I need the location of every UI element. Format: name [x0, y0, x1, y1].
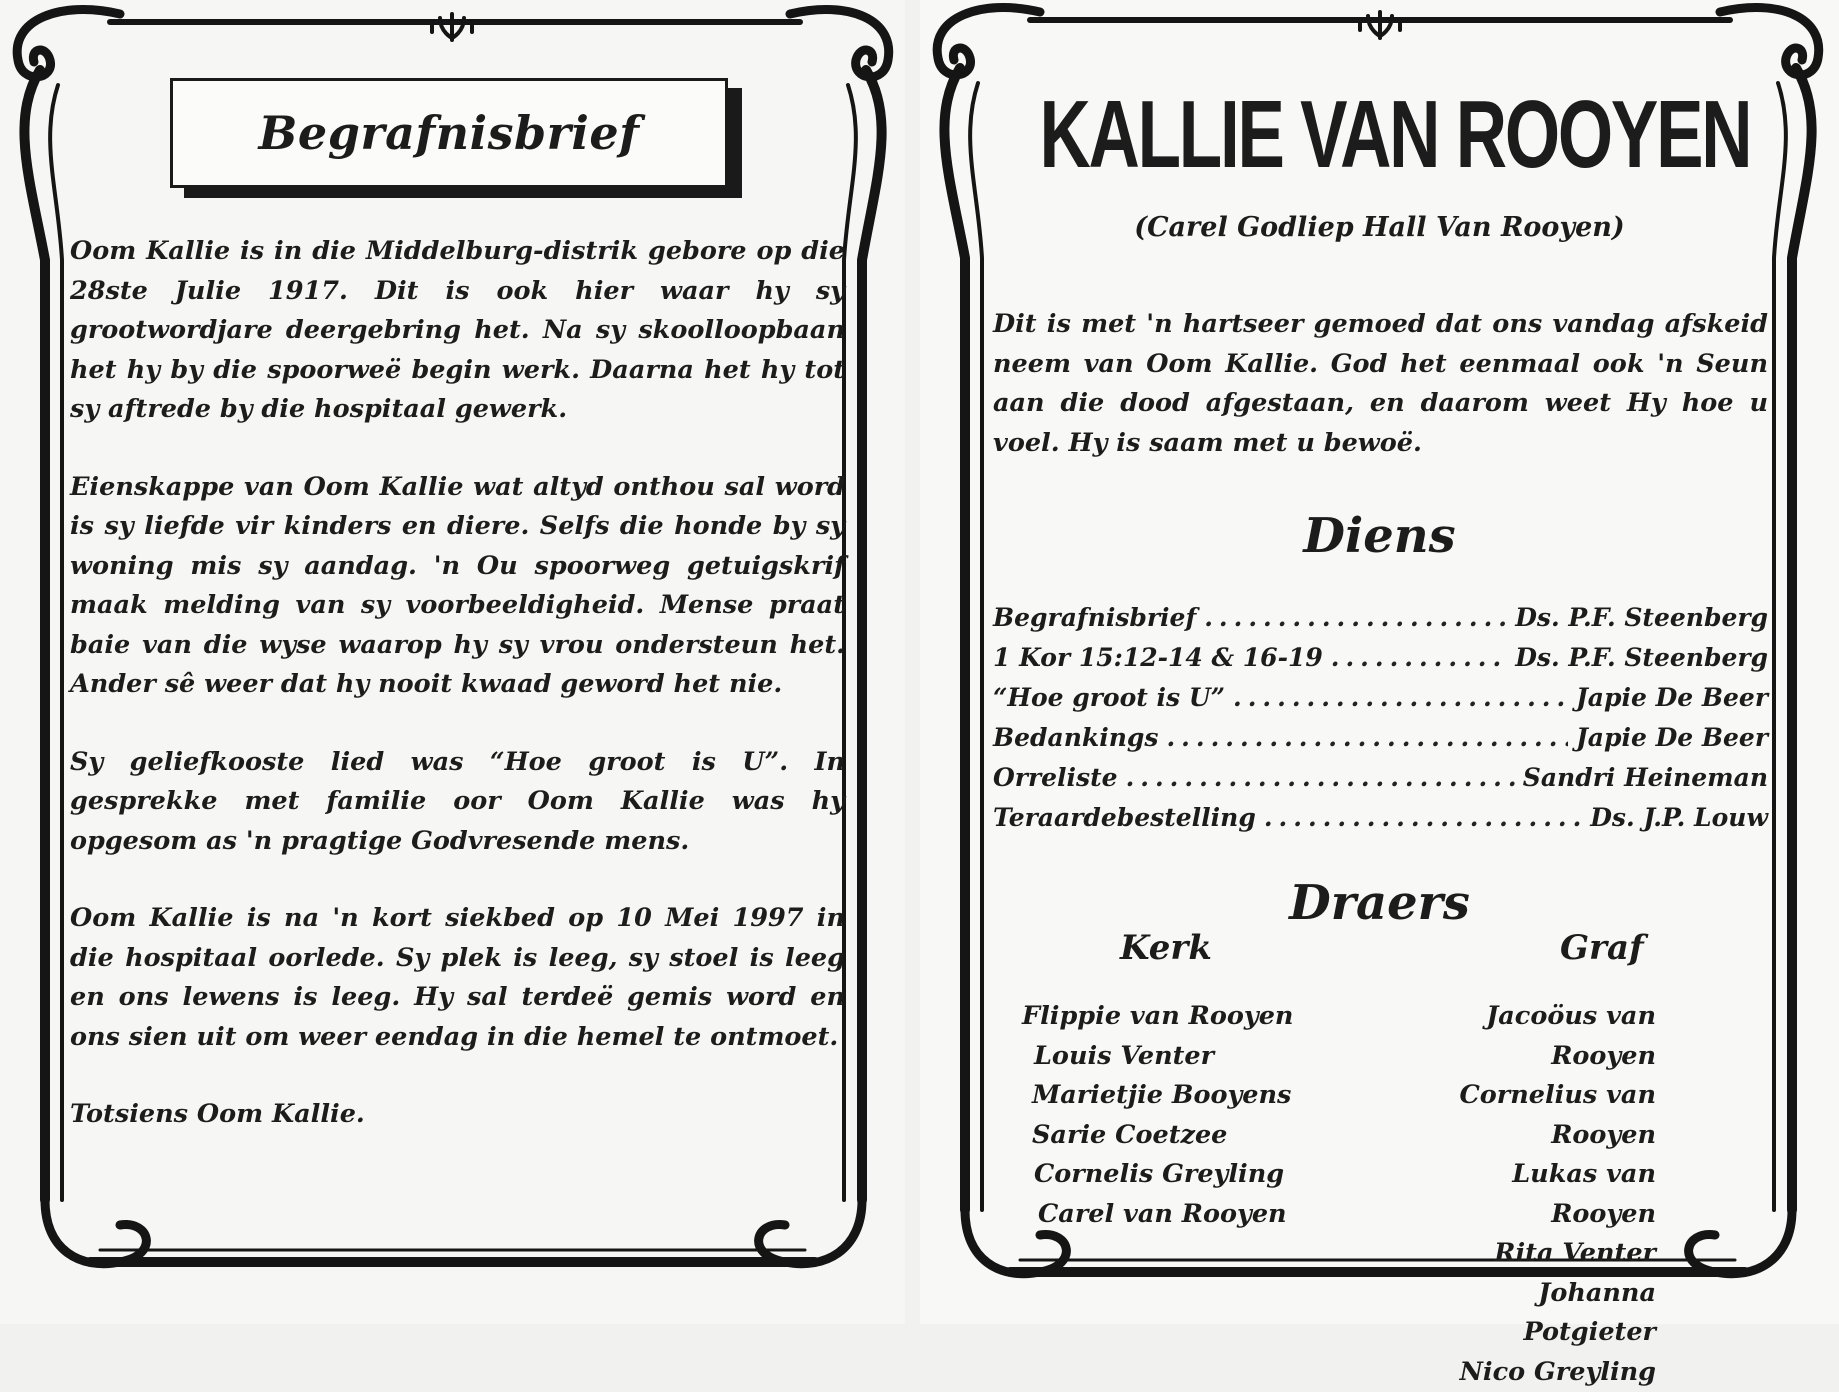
list-item: Jacoöus van Rooyen: [1400, 997, 1656, 1076]
dot-leader: [1166, 718, 1568, 758]
dot-leader: [1331, 638, 1507, 678]
list-item: Cornelius van Rooyen: [1400, 1076, 1656, 1155]
left-page: [0, 0, 905, 1324]
obituary-paragraph-1: Oom Kallie is in die Middelburg-distrik gebore op die 28ste Julie 1917. Dit is ook hier waar hy sy grootwordjare deergebring het. Na sy skoolloopbaan het hy by die spoorweë begin werk. Daarna het hy tot sy aftrede by die hospitaal gewerk.: [70, 232, 845, 430]
service-row: [993, 678, 1768, 718]
dot-leader: [1264, 798, 1582, 838]
service-person: Japie De Beer: [1576, 718, 1768, 758]
obituary-paragraph-2: Eienskappe van Oom Kallie wat altyd onthou sal word is sy liefde vir kinders en diere. Selfs die honde by sy woning mis sy aandag. 'n Ou spoorweg getuigskrif maak melding van sy voorbeeldigheid. Mense praat baie van die wyse waarop hy sy vrou ondersteun het. Ander sê weer dat hy nooit kwaad geword het nie.: [70, 468, 845, 705]
dot-leader: [1204, 598, 1507, 638]
list-item: Cornelis Greyling: [1022, 1155, 1293, 1195]
service-row: [993, 598, 1768, 638]
deceased-name: KALLIE VAN ROOYEN: [1039, 80, 1719, 190]
service-row: [993, 718, 1768, 758]
obituary-text: [70, 232, 845, 1135]
service-person: Ds. J.P. Louw: [1590, 798, 1768, 838]
title-box: [170, 78, 728, 188]
obituary-paragraph-4: Oom Kallie is na 'n kort siekbed op 10 Mei 1997 in die hospitaal oorlede. Sy plek is leeg, sy stoel is leeg en ons lewens is leeg. Hy sal terdeë gemis word en ons sien uit om weer eendag in die hemel te ontmoet.: [70, 899, 845, 1057]
service-row: [993, 758, 1768, 798]
service-heading: Diens: [920, 508, 1839, 564]
obituary-paragraph-3: Sy geliefkooste lied was “Hoe groot is U”. In gesprekke met familie oor Oom Kallie was hy opgesom as 'n pragtige Godvresende mens.: [70, 743, 845, 862]
church-column-heading: Kerk: [1120, 928, 1212, 968]
dot-leader: [1233, 678, 1568, 718]
page-title: Begrafnisbrief: [259, 106, 640, 160]
right-page: [920, 0, 1839, 1324]
church-bearers-list: [1022, 997, 1293, 1234]
list-item: Marietjie Booyens: [1022, 1076, 1293, 1116]
closing-line: Totsiens Oom Kallie.: [70, 1095, 845, 1135]
bearers-heading: Draers: [920, 875, 1839, 931]
service-row: [993, 798, 1768, 838]
list-item: Nico Greyling: [1400, 1353, 1656, 1392]
service-person: Ds. P.F. Steenberg: [1515, 638, 1768, 678]
service-item: Begrafnisbrief: [993, 598, 1196, 638]
grave-column-heading: Graf: [1560, 928, 1644, 968]
service-item: Teraardebestelling: [993, 798, 1256, 838]
service-person: Ds. P.F. Steenberg: [1515, 598, 1768, 638]
grave-bearers-list: [1400, 997, 1656, 1392]
dot-leader: [1126, 758, 1515, 798]
list-item: Carel van Rooyen: [1022, 1195, 1293, 1235]
intro-text: Dit is met 'n hartseer gemoed dat ons vandag afskeid neem van Oom Kallie. God het eenmaal ook 'n Seun aan die dood afgestaan, en daarom weet Hy hoe u voel. Hy is saam met u bewoë.: [993, 305, 1768, 463]
list-item: Rita Venter: [1400, 1234, 1656, 1274]
service-row: [993, 638, 1768, 678]
list-item: Sarie Coetzee: [1022, 1116, 1293, 1156]
full-name: (Carel Godliep Hall Van Rooyen): [920, 212, 1839, 243]
list-item: Johanna Potgieter: [1400, 1274, 1656, 1353]
service-programme: [993, 598, 1768, 838]
service-item: 1 Kor 15:12-14 & 16-19: [993, 638, 1323, 678]
list-item: Lukas van Rooyen: [1400, 1155, 1656, 1234]
list-item: Louis Venter: [1022, 1037, 1293, 1077]
service-item: “Hoe groot is U”: [993, 678, 1225, 718]
service-person: Japie De Beer: [1576, 678, 1768, 718]
service-item: Orreliste: [993, 758, 1118, 798]
list-item: Flippie van Rooyen: [1022, 997, 1293, 1037]
service-item: Bedankings: [993, 718, 1158, 758]
service-person: Sandri Heineman: [1523, 758, 1768, 798]
